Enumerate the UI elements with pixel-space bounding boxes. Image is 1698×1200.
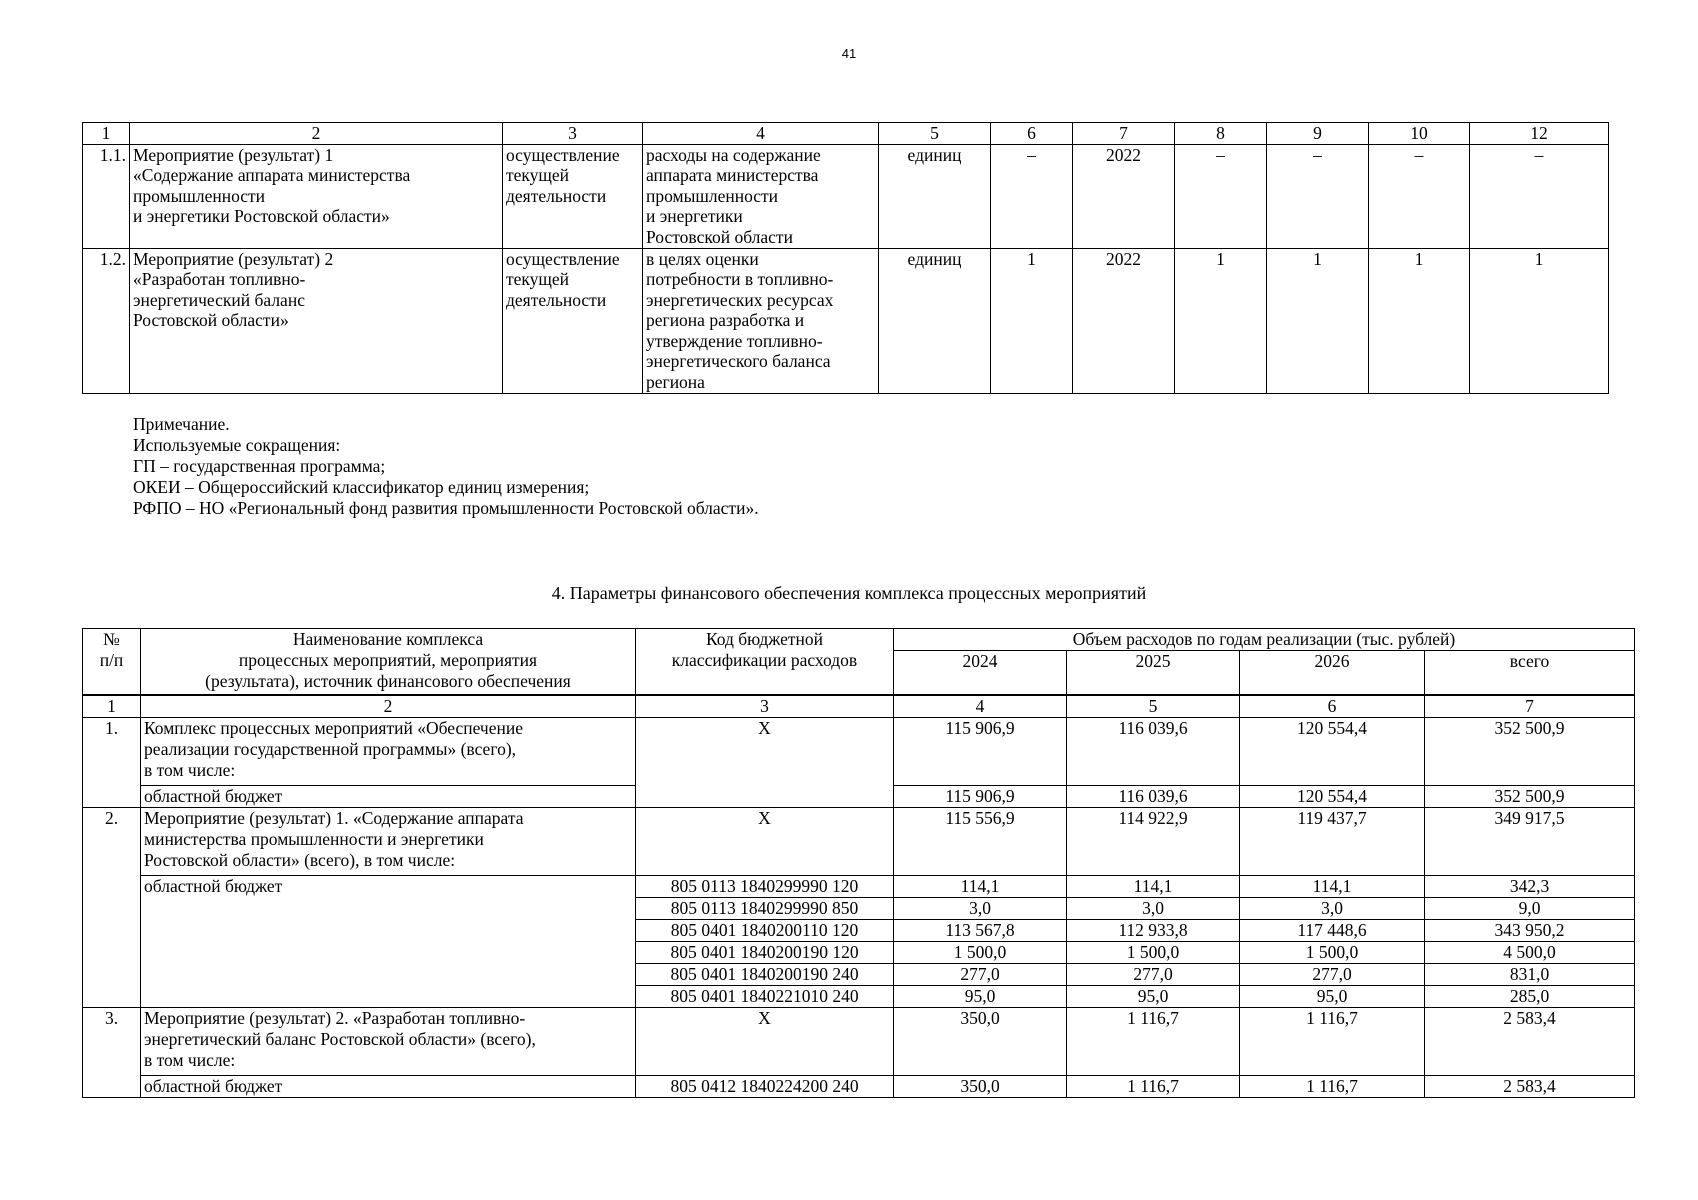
col-number: 8 <box>1175 123 1267 145</box>
value-2026: 1 116,7 <box>1240 1075 1425 1097</box>
value-cell: – <box>1267 144 1369 248</box>
value-2024: 115 906,9 <box>894 785 1067 807</box>
table-row <box>83 1075 1635 1097</box>
measure-name: Мероприятие (результат) 2 «Разработан топливно- энергетический баланс Ростовской области» <box>130 248 503 393</box>
value-2026: 117 448,6 <box>1240 919 1425 941</box>
value-cell: 1 <box>1369 248 1470 393</box>
base-year: 2022 <box>1073 248 1175 393</box>
value-total: 2 583,4 <box>1425 1075 1635 1097</box>
value-2025: 116 039,6 <box>1067 717 1240 785</box>
value-2024: 114,1 <box>894 875 1067 897</box>
budget-code: 805 0401 1840221010 240 <box>636 985 894 1007</box>
note-line: Используемые сокращения: <box>133 435 341 455</box>
row-source: областной бюджет <box>141 785 636 807</box>
value-cell: – <box>1470 144 1609 248</box>
unit: единиц <box>879 248 991 393</box>
value-2024: 115 906,9 <box>894 717 1067 785</box>
value-2025: 3,0 <box>1067 897 1240 919</box>
budget-code: 805 0113 1840299990 120 <box>636 875 894 897</box>
value-cell: 1 <box>1267 248 1369 393</box>
table-row <box>83 717 1635 785</box>
value-2026: 95,0 <box>1240 985 1425 1007</box>
budget-code: 805 0113 1840299990 850 <box>636 897 894 919</box>
budget-code: 805 0401 1840200110 120 <box>636 919 894 941</box>
base-value: – <box>991 144 1073 248</box>
note-line: Примечание. <box>133 414 230 434</box>
header-num: № п/п <box>83 629 141 695</box>
value-2025: 1 116,7 <box>1067 1007 1240 1075</box>
column-numbers-row <box>83 695 1635 718</box>
header-code: Код бюджетной классификации расходов <box>636 629 894 695</box>
row-source: областной бюджет <box>141 1075 636 1097</box>
measure-type: осуществление текущей деятельности <box>503 248 643 393</box>
notes-block <box>133 414 759 519</box>
table-row <box>83 144 1609 248</box>
budget-code: Х <box>636 1007 894 1075</box>
value-2024: 3,0 <box>894 897 1067 919</box>
row-number: 1.2. <box>83 248 130 393</box>
header-year-2024: 2024 <box>894 651 1067 695</box>
value-cell: – <box>1175 144 1267 248</box>
value-total: 352 500,9 <box>1425 717 1635 785</box>
row-number: 1. <box>83 717 141 807</box>
row-number: 1.1. <box>83 144 130 248</box>
col-number: 2 <box>130 123 503 145</box>
col-number: 4 <box>894 695 1067 718</box>
row-name: Мероприятие (результат) 2. «Разработан топливно- энергетический баланс Ростовской области» (всего), в том числе: <box>141 1007 636 1075</box>
value-2026: 120 554,4 <box>1240 785 1425 807</box>
value-2025: 114 922,9 <box>1067 807 1240 875</box>
value-2024: 1 500,0 <box>894 941 1067 963</box>
col-number: 5 <box>879 123 991 145</box>
table-row <box>83 875 1635 897</box>
value-2024: 350,0 <box>894 1075 1067 1097</box>
value-2025: 116 039,6 <box>1067 785 1240 807</box>
budget-code: 805 0401 1840200190 120 <box>636 941 894 963</box>
value-2024: 113 567,8 <box>894 919 1067 941</box>
value-2025: 1 116,7 <box>1067 1075 1240 1097</box>
value-2024: 350,0 <box>894 1007 1067 1075</box>
base-value: 1 <box>991 248 1073 393</box>
header-total: всего <box>1425 651 1635 695</box>
budget-code: Х <box>636 807 894 875</box>
budget-code: 805 0412 1840224200 240 <box>636 1075 894 1097</box>
value-total: 352 500,9 <box>1425 785 1635 807</box>
value-cell: 1 <box>1175 248 1267 393</box>
column-numbers-row <box>83 123 1609 145</box>
value-2025: 277,0 <box>1067 963 1240 985</box>
value-2026: 1 500,0 <box>1240 941 1425 963</box>
value-total: 349 917,5 <box>1425 807 1635 875</box>
value-2025: 1 500,0 <box>1067 941 1240 963</box>
unit: единиц <box>879 144 991 248</box>
table-row <box>83 807 1635 875</box>
col-number: 4 <box>643 123 879 145</box>
col-number: 3 <box>636 695 894 718</box>
note-line: ОКЕИ – Общероссийский классификатор единиц измерения; <box>133 477 590 497</box>
header-year-2025: 2025 <box>1067 651 1240 695</box>
value-2024: 277,0 <box>894 963 1067 985</box>
value-2024: 115 556,9 <box>894 807 1067 875</box>
col-number: 3 <box>503 123 643 145</box>
header-year-2026: 2026 <box>1240 651 1425 695</box>
value-2026: 277,0 <box>1240 963 1425 985</box>
row-source: областной бюджет <box>141 875 636 1007</box>
value-2024: 95,0 <box>894 985 1067 1007</box>
value-2026: 119 437,7 <box>1240 807 1425 875</box>
col-number: 1 <box>83 695 141 718</box>
value-total: 285,0 <box>1425 985 1635 1007</box>
col-number: 6 <box>991 123 1073 145</box>
financing-table <box>82 628 1635 1098</box>
indicators-table <box>82 122 1609 394</box>
col-number: 9 <box>1267 123 1369 145</box>
header-row <box>83 629 1635 651</box>
note-line: ГП – государственная программа; <box>133 456 386 476</box>
col-number: 12 <box>1470 123 1609 145</box>
value-2026: 120 554,4 <box>1240 717 1425 785</box>
table-row <box>83 248 1609 393</box>
header-volume: Объем расходов по годам реализации (тыс. рублей) <box>894 629 1635 651</box>
measure-characteristic: расходы на содержание аппарата министерства промышленности и энергетики Ростовской области <box>643 144 879 248</box>
col-number: 5 <box>1067 695 1240 718</box>
row-number: 2. <box>83 807 141 1007</box>
note-line: РФПО – НО «Региональный фонд развития промышленности Ростовской области». <box>133 498 759 518</box>
col-number: 2 <box>141 695 636 718</box>
value-2025: 114,1 <box>1067 875 1240 897</box>
budget-code: Х <box>636 717 894 807</box>
value-total: 2 583,4 <box>1425 1007 1635 1075</box>
page-number: 41 <box>841 46 857 61</box>
budget-code: 805 0401 1840200190 240 <box>636 963 894 985</box>
col-number: 6 <box>1240 695 1425 718</box>
measure-characteristic: в целях оценки потребности в топливно- энергетических ресурсах региона разработка и утверждение топливно- энергетического баланса региона <box>643 248 879 393</box>
value-total: 9,0 <box>1425 897 1635 919</box>
value-cell: 1 <box>1470 248 1609 393</box>
value-2026: 3,0 <box>1240 897 1425 919</box>
col-number: 10 <box>1369 123 1470 145</box>
col-number: 1 <box>83 123 130 145</box>
value-2025: 112 933,8 <box>1067 919 1240 941</box>
value-total: 4 500,0 <box>1425 941 1635 963</box>
col-number: 7 <box>1073 123 1175 145</box>
section-title: 4. Параметры финансового обеспечения комплекса процессных мероприятий <box>551 583 1147 603</box>
table-row <box>83 1007 1635 1075</box>
row-name: Мероприятие (результат) 1. «Содержание аппарата министерства промышленности и энергетики Ростовской области» (всего), в том числе: <box>141 807 636 875</box>
value-cell: – <box>1369 144 1470 248</box>
row-number: 3. <box>83 1007 141 1097</box>
base-year: 2022 <box>1073 144 1175 248</box>
value-2026: 114,1 <box>1240 875 1425 897</box>
header-name: Наименование комплекса процессных мероприятий, мероприятия (результата), источник финансового обеспечения <box>141 629 636 695</box>
value-total: 342,3 <box>1425 875 1635 897</box>
value-total: 343 950,2 <box>1425 919 1635 941</box>
value-2025: 95,0 <box>1067 985 1240 1007</box>
value-total: 831,0 <box>1425 963 1635 985</box>
measure-name: Мероприятие (результат) 1 «Содержание аппарата министерства промышленности и энергетики Ростовской области» <box>130 144 503 248</box>
measure-type: осуществление текущей деятельности <box>503 144 643 248</box>
col-number: 7 <box>1425 695 1635 718</box>
row-name: Комплекс процессных мероприятий «Обеспечение реализации государственной программы» (всего), в том числе: <box>141 717 636 785</box>
value-2026: 1 116,7 <box>1240 1007 1425 1075</box>
